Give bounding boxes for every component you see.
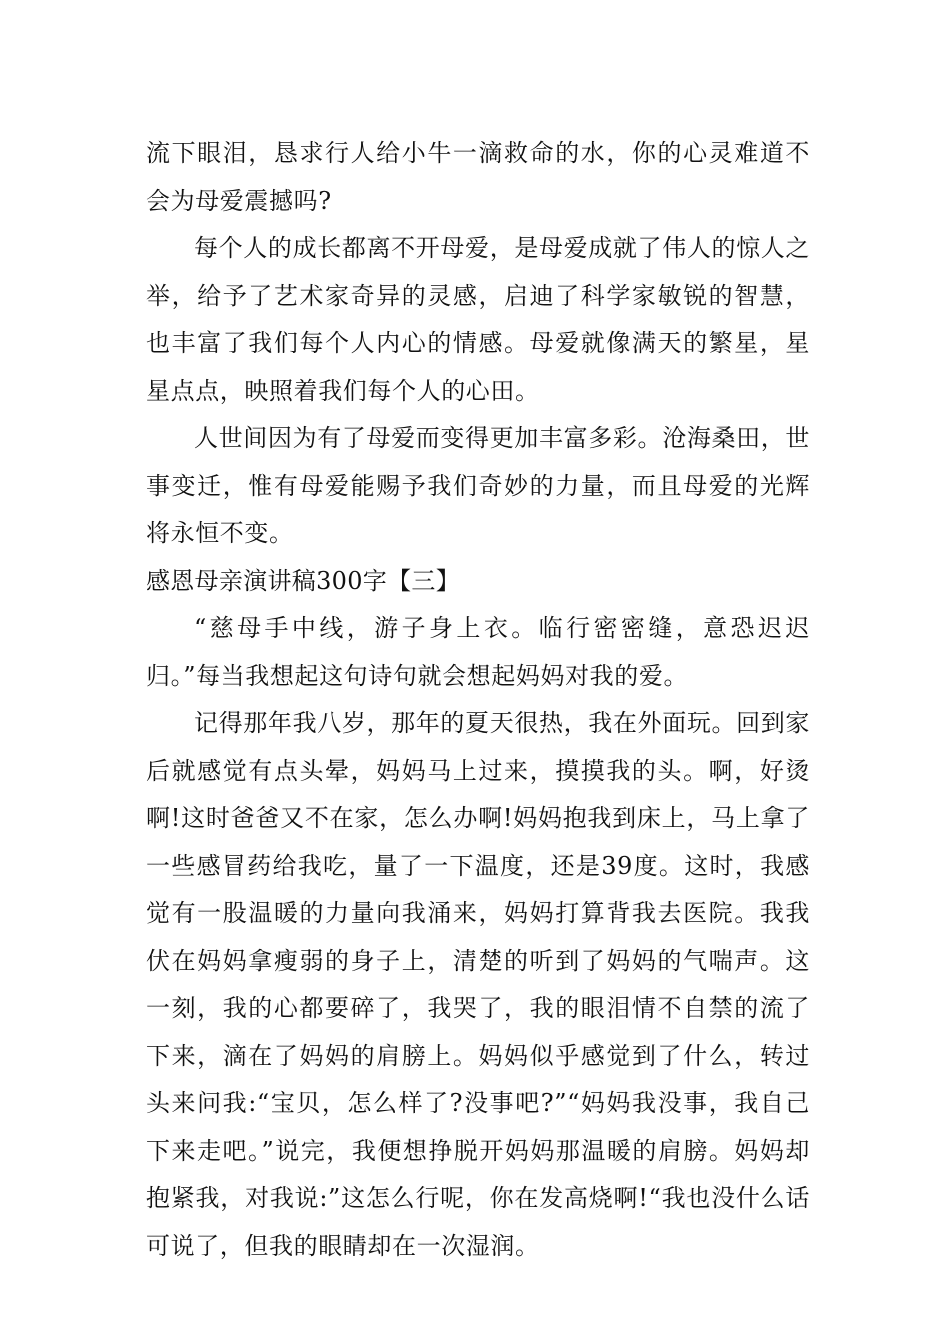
paragraph: 人世间因为有了母爱而变得更加丰富多彩。沧海桑田，世事变迁，惟有母爱能赐予我们奇妙的力量，而且母爱的光辉将永恒不变。 bbox=[146, 424, 810, 547]
paragraph-continuation: 流下眼泪，恳求行人给小牛一滴救命的水，你的心灵难道不会为母爱震撼吗? bbox=[146, 139, 810, 215]
document-body bbox=[146, 130, 810, 1270]
paragraph: 每个人的成长都离不开母爱，是母爱成就了伟人的惊人之举，给予了艺术家奇异的灵感，启迪了科学家敏锐的智慧，也丰富了我们每个人内心的情感。母爱就像满天的繁星，星星点点，映照着我们每个人的心田。 bbox=[146, 234, 810, 405]
paragraph: 记得那年我八岁，那年的夏天很热，我在外面玩。回到家后就感觉有点头晕，妈妈马上过来，摸摸我的头。啊，好烫啊!这时爸爸又不在家，怎么办啊!妈妈抱我到床上，马上拿了一些感冒药给我吃，量了一下温度，还是39度。这时，我感觉有一股温暖的力量向我涌来，妈妈打算背我去医院。我我伏在妈妈拿瘦弱的身子上，清楚的听到了妈妈的气喘声。这一刻，我的心都要碎了，我哭了，我的眼泪情不自禁的流了下来，滴在了妈妈的肩膀上。妈妈似乎感觉到了什么，转过头来问我:“宝贝，怎么样了?没事吧?”“妈妈我没事，我自己下来走吧。”说完，我便想挣脱开妈妈那温暖的肩膀。妈妈却抱紧我，对我说:”这怎么行呢，你在发高烧啊!“我也没什么话可说了，但我的眼睛却在一次湿润。 bbox=[146, 709, 810, 1260]
paragraph: “慈母手中线，游子身上衣。临行密密缝，意恐迟迟归。”每当我想起这句诗句就会想起妈妈对我的爱。 bbox=[146, 614, 810, 690]
section-heading: 感恩母亲演讲稿300字【三】 bbox=[146, 566, 461, 595]
